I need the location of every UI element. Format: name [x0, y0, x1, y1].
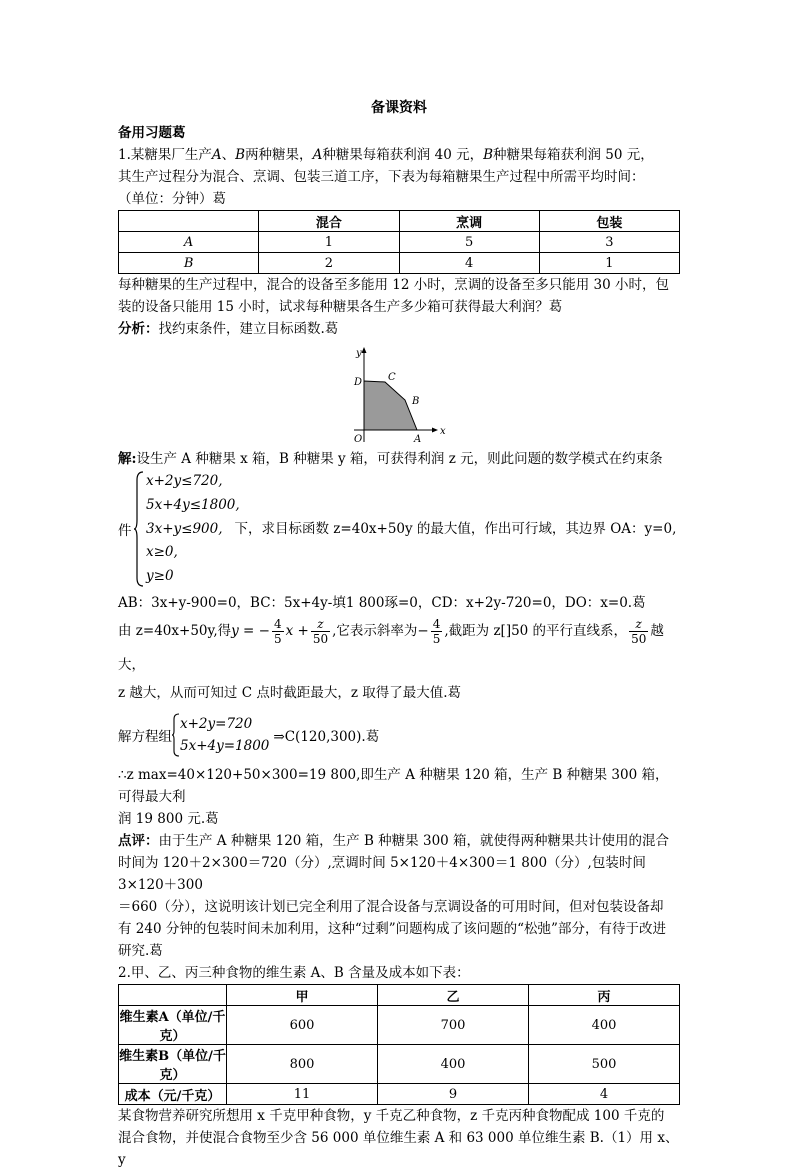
table-header-row	[119, 211, 680, 232]
x-axis-arrow	[432, 428, 438, 433]
vitamin-table	[118, 984, 680, 1105]
table-cell: 维生素A（单位/千克）	[119, 1006, 227, 1045]
point-b-label: B	[412, 396, 420, 407]
table-header: 甲	[227, 985, 378, 1006]
constraint-item: 3x+y≤900, 下，求目标函数 z=40x+50y 的最大值，作出可行域，其边界 OA：y=0,	[146, 520, 677, 537]
y-axis-arrow	[362, 347, 367, 353]
time-table	[118, 210, 680, 274]
problem1-after-table-2: 装的设备只能用 15 小时，试求每种糖果各生产多少箱可获得最大利润？葛	[118, 299, 563, 315]
constraint-prefix: 件	[118, 523, 132, 539]
constraint-item: x≥0,	[146, 544, 178, 561]
table-cell: 4	[399, 253, 539, 274]
equation: x+2y=720	[180, 716, 253, 732]
table-cell: 9	[378, 1084, 529, 1105]
page-title: 备课资料	[371, 100, 427, 116]
solve-result: ⇒C(120,300).葛	[273, 729, 380, 745]
brace-icon	[134, 470, 144, 588]
table-header: 混合	[259, 211, 399, 232]
fraction: $\frac{4}{5}$	[432, 617, 441, 646]
constraint-item: y≥0	[146, 568, 174, 584]
constraint-item: x+2y≤720,	[146, 473, 223, 489]
table-cell: 1	[539, 253, 679, 274]
table-header: 乙	[378, 985, 529, 1006]
equation: 5x+4y=1800	[180, 738, 270, 754]
problem1-after-table: 每种糖果的生产过程中，混合的设备至多能用 12 小时，烹调的设备至多只能用 30 小时，包	[118, 277, 670, 293]
feasible-region	[364, 381, 420, 430]
y-axis-label: y	[356, 348, 362, 359]
table-row	[119, 232, 680, 253]
table-row	[119, 253, 680, 274]
solve-system: 解方程组 x+2y=720 5x+4y=1800 ⇒C(120,300).葛	[118, 712, 680, 758]
fraction: $\frac{4}{5}$	[273, 617, 282, 646]
constraint-list	[146, 470, 676, 588]
table-header-row	[119, 985, 680, 1006]
slope-line: 由 z=40x+50y,得y = − $\frac{4}{5}$ x + $\frac{z}{50}$ ,它表示斜率为− $\frac{4}{5}$ ,截距为 z[]50 的平行直线系， $\frac{z}{50}$ 越大，	[118, 617, 664, 673]
point-a-label: A	[414, 434, 422, 444]
table-row	[119, 1006, 680, 1045]
table-cell: 700	[378, 1006, 529, 1045]
comment-line-4: 有 240 分钟的包装时间未加利用，这种“过剩”问题构成了该问题的“松弛”部分，有待于改进	[118, 921, 666, 937]
table-header: 烹调	[399, 211, 539, 232]
table-row	[119, 1084, 680, 1105]
problem2-intro: 2.甲、乙、丙三种食物的维生素 A、B 含量及成本如下表：	[118, 965, 470, 981]
problem1-intro: 1.某糖果厂生产A、B两种糖果，A种糖果每箱获利润 40 元，B种糖果每箱获利润 50 元，	[118, 147, 654, 163]
x-axis-label: x	[440, 426, 446, 437]
analysis-line: 分析：找约束条件，建立目标函数.葛	[118, 321, 339, 337]
constraint-item: 5x+4y≤1800,	[146, 496, 240, 513]
result-line-2: 润 19 800 元.葛	[118, 811, 219, 827]
section-heading: 备用习题葛	[118, 125, 186, 141]
problem1-intro-line3: （单位：分钟）葛	[118, 191, 226, 207]
point-c-label: C	[388, 372, 396, 383]
table-cell: 5	[399, 232, 539, 253]
problem1-intro-line2: 其生产过程分为混合、烹调、包装三道工序，下表为每箱糖果生产过程中所需平均时间：	[118, 169, 645, 185]
table-cell: 800	[227, 1045, 378, 1084]
document-page	[118, 98, 680, 1171]
table-cell: B	[119, 253, 259, 274]
point-d-label: D	[354, 377, 363, 388]
table-header: 包装	[539, 211, 679, 232]
table-cell: A	[119, 232, 259, 253]
table-cell: 1	[259, 232, 399, 253]
table-cell: 2	[259, 253, 399, 274]
comment-line-5: 研究.葛	[118, 943, 163, 959]
constraint-system	[118, 470, 680, 588]
table-cell: 成本（元/千克）	[119, 1084, 227, 1105]
table-cell: 11	[227, 1084, 378, 1105]
fraction: $\frac{z}{50}$	[631, 617, 647, 646]
table-header	[119, 211, 259, 232]
problem2-text: 某食物营养研究所想用 x 千克甲种食物，y 千克乙种食物，z 千克丙种食物配成 100 千克的	[118, 1108, 665, 1124]
table-cell: 3	[539, 232, 679, 253]
boundaries-line: AB：3x+y-900=0，BC：5x+4y-填1 800琢=0，CD：x+2y-720=0，DO：x=0.葛	[118, 595, 646, 611]
table-cell: 4	[529, 1084, 680, 1105]
fraction: $\frac{z}{50}$	[312, 617, 329, 646]
comment-line: 点评：由于生产 A 种糖果 120 箱，生产 B 种糖果 300 箱，就使得两种糖果共计使用的混合	[118, 833, 670, 849]
table-cell: 600	[227, 1006, 378, 1045]
feasible-region-graph	[350, 344, 450, 444]
slope-line-2: z 越大，从而可知过 C 点时截距最大，z 取得了最大值.葛	[118, 685, 462, 701]
table-header: 丙	[529, 985, 680, 1006]
table-cell: 400	[378, 1045, 529, 1084]
result-line: ∴z max=40×120+50×300=19 800,即生产 A 种糖果 120 箱，生产 B 种糖果 300 箱，可得最大利	[118, 767, 669, 805]
problem2-text-2: 混合食物，并使混合食物至少含 56 000 单位维生素 A 和 63 000 单位维生素 B.（1）用 x、y	[118, 1130, 679, 1168]
solution-line: 解:设生产 A 种糖果 x 箱，B 种糖果 y 箱，可获得利润 z 元，则此问题的数学模式在约束条	[118, 451, 663, 467]
table-cell: 维生素B（单位/千克）	[119, 1045, 227, 1084]
table-header	[119, 985, 227, 1006]
table-cell: 500	[529, 1045, 680, 1084]
origin-label: O	[354, 434, 363, 444]
brace-icon	[172, 712, 180, 758]
table-cell: 400	[529, 1006, 680, 1045]
comment-line-3: ＝660（分），这说明该计划已完全利用了混合设备与烹调设备的可用时间，但对包装设备却	[118, 899, 664, 915]
table-row	[119, 1045, 680, 1084]
comment-line-2: 时间为 120＋2×300＝720（分）,烹调时间 5×120＋4×300＝1 800（分）,包装时间 3×120＋300	[118, 855, 646, 893]
